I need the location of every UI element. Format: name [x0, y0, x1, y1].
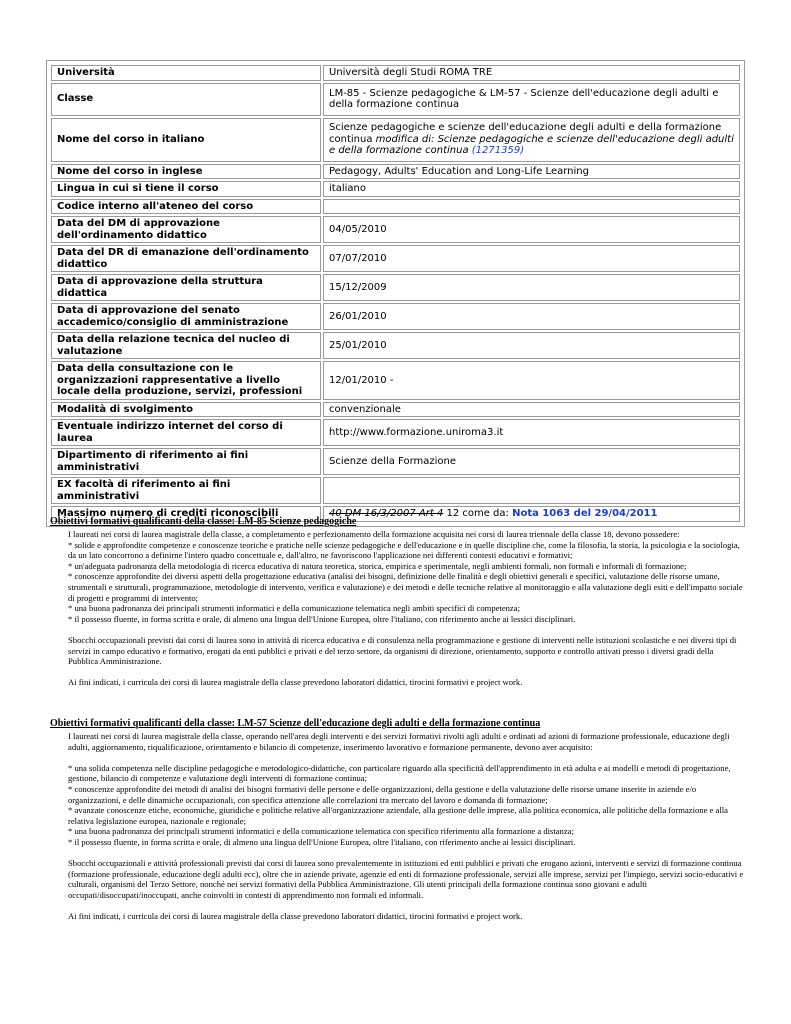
- table-row: [51, 419, 740, 446]
- bullet-item: * un'adeguata padronanza della metodologia di ricerca educativa di natura teoretica, storica, empirica e sperimentale, negli ambienti formali, non formali e informali di formazione;: [68, 560, 687, 571]
- row-label: Data della relazione tecnica del nucleo di valutazione: [51, 332, 321, 359]
- row-label: Data del DR di emanazione dell'ordinamento didattico: [51, 245, 321, 272]
- course-name-it: Scienze pedagogiche e scienze dell'educazione degli adulti e della formazione continua: [329, 122, 722, 145]
- row-label: Dipartimento di riferimento ai fini amministrativi: [51, 448, 321, 475]
- table-row: [51, 448, 740, 475]
- section-body: [68, 731, 745, 922]
- section-body: [68, 529, 745, 688]
- row-value: 12/01/2010 -: [323, 361, 740, 400]
- row-value: [323, 199, 740, 215]
- row-value: convenzionale: [323, 402, 740, 418]
- row-value: 25/01/2010: [323, 332, 740, 359]
- section-lm57: [50, 718, 745, 922]
- paragraph: Sbocchi occupazionali previsti dai corsi di laurea sono in attività di ricerca educativa e di consulenza nella programmazione e gestione di interventi nelle istituzioni scolastiche e nei diversi tipi di servizi in campo educativo e formativo, erogati da enti pubblici e privati e del terzo settore, da organismi di direzione, orientamento, supporto e controllo attivati presso i diversi gradi della Pubblica Amministrazione.: [68, 634, 737, 667]
- paragraph: I laureati nei corsi di laurea magistrale della classe, a completamento e perfezionamento della formazione acquisita nei corsi di laurea triennale della classe 18, devono possedere:: [68, 529, 680, 539]
- bullet-item: * una buona padronanza dei principali strumenti informatici e della comunicazione telematica con specifico riferimento alla formazione a distanza;: [68, 826, 574, 837]
- row-value: [323, 477, 740, 504]
- table-row: [51, 181, 740, 197]
- row-value: Scienze della Formazione: [323, 448, 740, 475]
- table-row: [51, 83, 740, 116]
- bullet-item: * il possesso fluente, in forma scritta e orale, di almeno una lingua dell'Unione Europea, oltre l'italiano, con riferimento anche ai lessici disciplinari.: [68, 836, 576, 847]
- row-value: italiano: [323, 181, 740, 197]
- modifica-code-link[interactable]: (1271359): [471, 145, 525, 157]
- table-row: [51, 274, 740, 301]
- bullet-item: * conoscenze approfondite dei metodi di analisi dei bisogni formativi delle persone e delle organizzazioni, della gestione e della valutazione delle risorse umane inserite in aziende e/o organizzazioni, e delle dinamiche occupazionali, con specifica attenzione alle correlazioni tra mercato del lavoro e domanda di formazione;: [68, 783, 697, 805]
- paragraph: I laureati nei corsi di laurea magistrale della classe, operando nell'area degli interventi e dei servizi formativi rivolti agli adulti e ordinati ad azioni di formazione professionale, educazione degli adulti, aggiornamento, riqualificazione, orientamento e bilancio di competenze, inserimento lavorativo e formazione permanente, devono aver acquisito:: [68, 731, 730, 752]
- row-value: Pedagogy, Adults' Education and Long-Life Learning: [323, 164, 740, 180]
- bullet-item: * una solida competenza nelle discipline pedagogiche e metodologico-didattiche, con particolare riguardo alla specificità dell'apprendimento in età adulta e ai modelli e metodi di progettazione, gestione, bilancio di competenze e valutazione degli interventi di formazione continua;: [68, 762, 731, 784]
- table-row: [51, 477, 740, 504]
- struck-old-value: 40 DM 16/3/2007 Art 4: [329, 508, 444, 519]
- paragraph: Ai fini indicati, i curricula dei corsi di laurea magistrale della classe prevedono laboratori didattici, tirocini formativi e project work.: [68, 677, 523, 688]
- modifica-text: modifica di: Scienze pedagogiche e scienze dell'educazione degli adulti e della formazione continua: [329, 133, 734, 157]
- table-row: [51, 199, 740, 215]
- row-label: Data di approvazione della struttura didattica: [51, 274, 321, 301]
- credits-value: 12 come da:: [446, 508, 509, 519]
- table-row: [51, 65, 740, 81]
- table-row: [51, 332, 740, 359]
- course-info-table-frame: [46, 60, 745, 527]
- table-row: [51, 245, 740, 272]
- row-value: http://www.formazione.uniroma3.it: [323, 419, 740, 446]
- row-label: Classe: [51, 83, 321, 116]
- bullet-item: * una buona padronanza dei principali strumenti informatici e della comunicazione telematica negli ambiti specifici di competenza;: [68, 603, 520, 614]
- row-label: Codice interno all'ateneo del corso: [51, 199, 321, 215]
- paragraph: Sbocchi occupazionali e attività professionali previsti dai corsi di laurea sono prevalentemente in istituzioni ed enti pubblici e privati che erogano azioni, interventi e servizi di formazione continua (formazione professionale, educazione degli adulti ecc), oltre che in aziende private, agenzie ed enti di formazione professionale, servizi alle imprese, servizi per l'impiego, servizi socio-educativi e culturali, organismi del Terzo Settore, nonché nei servizi formativi della Pubblica Amministrazione. Gli utenti principali della formazione continua sono giovani e adulti occupati/disoccupati/inoccupati, anche coinvolti in contesti di apprendimento non formali ed informali.: [68, 858, 744, 900]
- bullet-item: * conoscenze approfondite dei diversi aspetti della progettazione educativa (analisi dei bisogni, definizione delle finalità e degli obiettivi generali e specifici, valutazione delle risorse umane, strumentali e strutturali, programmazione, metodologie di intervento, verifica e valutazione) e dei metodi e delle tecniche relative al monitoraggio e alla valutazione degli esiti e dell'impatto sociale di progetti e programmi di intervento;: [68, 571, 743, 603]
- row-value: [323, 118, 740, 162]
- row-label: Nome del corso in inglese: [51, 164, 321, 180]
- row-label: Data della consultazione con le organizzazioni rappresentative a livello locale della produzione, servizi, professioni: [51, 361, 321, 400]
- row-label: EX facoltà di riferimento ai fini amministrativi: [51, 477, 321, 504]
- row-label: Data del DM di approvazione dell'ordinamento didattico: [51, 216, 321, 243]
- section-title: Obiettivi formativi qualificanti della classe: LM-85 Scienze pedagogiche: [50, 516, 357, 527]
- paragraph: Ai fini indicati, i curricula dei corsi di laurea magistrale della classe prevedono laboratori didattici, tirocini formativi e project work.: [68, 911, 523, 922]
- row-label: Nome del corso in italiano: [51, 118, 321, 162]
- table-row: [51, 164, 740, 180]
- section-lm85: [50, 516, 745, 688]
- row-value: Università degli Studi ROMA TRE: [323, 65, 740, 81]
- table-row: [51, 303, 740, 330]
- row-label: Eventuale indirizzo internet del corso di laurea: [51, 419, 321, 446]
- table-row: [51, 402, 740, 418]
- nota-link[interactable]: Nota 1063 del 29/04/2011: [512, 508, 658, 519]
- bullet-item: * solide e approfondite competenze e conoscenze teoriche e pratiche nelle scienze pedagogiche e dell'educazione e in quelle discipline che, come la filosofia, la storia, la psicologia e la sociologia, da un lato concorrono a definirne l'intero quadro concettuale e, dall'altro, ne favoriscono l'applicazione nei differenti contesti educativi e formativi;: [68, 539, 740, 561]
- bullet-item: * avanzate conoscenze etiche, economiche, giuridiche e politiche relative all'organizzazione aziendale, alla gestione delle imprese, alla politica economica, alle politiche della formazione e alla relativa legislazione europea, nazionale e regionale;: [68, 805, 728, 826]
- row-label: Data di approvazione del senato accademico/consiglio di amministrazione: [51, 303, 321, 330]
- row-label: Massimo numero di crediti riconoscibili: [51, 506, 321, 522]
- row-label: Lingua in cui si tiene il corso: [51, 181, 321, 197]
- section-title: Obiettivi formativi qualificanti della classe: LM-57 Scienze dell'educazione degli adulti e della formazione continua: [50, 718, 541, 729]
- row-label: Università: [51, 65, 321, 81]
- table-row: [51, 216, 740, 243]
- row-value: LM-85 - Scienze pedagogiche & LM-57 - Scienze dell'educazione degli adulti e della formazione continua: [323, 83, 740, 116]
- table-row: [51, 361, 740, 400]
- bullet-item: * il possesso fluente, in forma scritta e orale, di almeno una lingua dell'Unione Europea, oltre l'italiano, con riferimento anche ai lessici disciplinari.: [68, 613, 576, 624]
- table-row: [51, 118, 740, 162]
- row-value: 15/12/2009: [323, 274, 740, 301]
- course-info-table: [49, 63, 742, 524]
- row-value: 07/07/2010: [323, 245, 740, 272]
- row-value: 04/05/2010: [323, 216, 740, 243]
- row-label: Modalità di svolgimento: [51, 402, 321, 418]
- row-value: 26/01/2010: [323, 303, 740, 330]
